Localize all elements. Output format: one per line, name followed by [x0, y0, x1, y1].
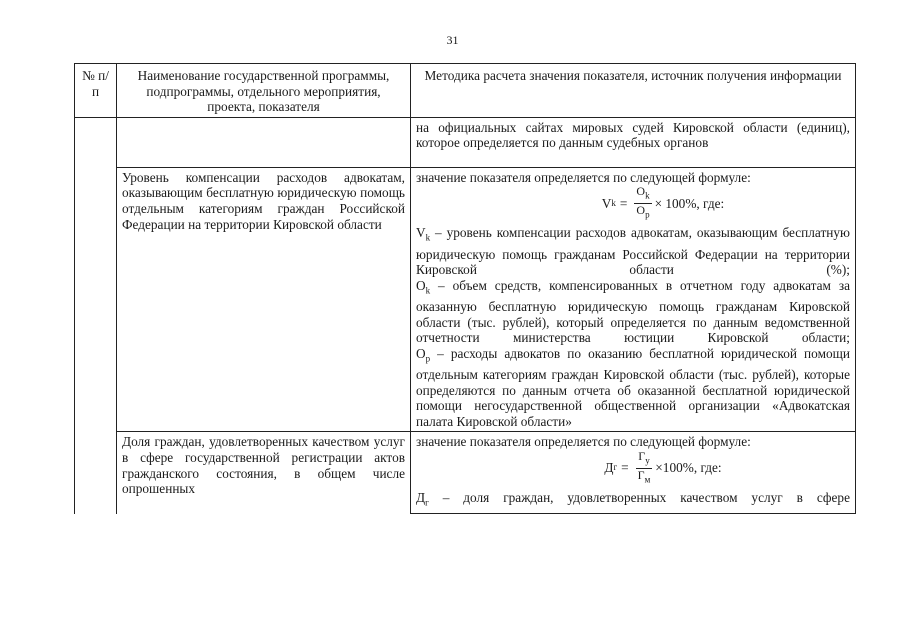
row-name: [117, 117, 411, 167]
row-number: [75, 432, 117, 514]
row-number: [75, 117, 117, 167]
table-header-row: [75, 64, 856, 118]
row-method: [411, 432, 856, 514]
definition: $Д_г$ – доля граждан, удовлетворенных качеством услуг в сфере: [416, 490, 850, 508]
header-method: Методика расчета значения показателя, источник получения информации: [411, 64, 856, 118]
row-name: Уровень компенсации расходов адвокатам, оказывающим бесплатную юридическую помощь отдельным категориям граждан Российской Федерации на территории Кировской области: [117, 167, 411, 432]
row-number: [75, 167, 117, 432]
page-number: 31: [446, 33, 459, 47]
method-intro: значение показателя определяется по следующей формуле:: [416, 169, 751, 185]
formula: V k = $\frac{O_k}{O_p}$ × 100%, где:: [601, 184, 725, 220]
table-row: [75, 432, 856, 514]
header-number: № п/п: [75, 64, 117, 118]
definition: $O_p$ – расходы адвокатов по оказанию бесплатной юридической помощи отдельным категориям граждан Кировской области (тыс. рублей), которые определяются по данным отчета об оказанной бесплатной юридической помощи негосударственной общественной организации «Адвокатская палата Кировской области»: [416, 345, 850, 429]
method-text: на официальных сайтах мировых судей Кировской области (единиц), которое определяется по данным судебных органов: [416, 119, 850, 151]
row-method: [411, 117, 856, 167]
program-table: [74, 63, 856, 514]
method-intro: значение показателя определяется по следующей формуле:: [416, 434, 751, 450]
formula-fraction: $\frac{Г_у}{Г_м}$: [637, 449, 651, 484]
formula: Д г = $\frac{Г_у}{Г_м}$ ×100%, где:: [604, 449, 722, 484]
table-row: [75, 167, 856, 432]
header-name: Наименование государственной программы, подпрограммы, отдельного мероприятия, проекта, показателя: [117, 64, 411, 118]
formula-fraction: $\frac{O_k}{O_p}$: [636, 184, 650, 220]
row-method: [411, 167, 856, 432]
row-name: Доля граждан, удовлетворенных качеством услуг в сфере государственной регистрации актов гражданского состояния, в общем числе опрошенных: [117, 432, 411, 514]
definition: $V_k$ – уровень компенсации расходов адвокатам, оказывающим бесплатную юридическую помощь гражданам Российской Федерации на территории Кировской области (%);: [416, 225, 850, 278]
table-row: [75, 117, 856, 167]
definition: $O_k$ – объем средств, компенсированных в отчетном году адвокатам за оказанную бесплатную юридическую помощь гражданам Кировской области (тыс. рублей), который определяется по данным ведомственной отчетности министерства юстиции Кировской области;: [416, 277, 850, 346]
